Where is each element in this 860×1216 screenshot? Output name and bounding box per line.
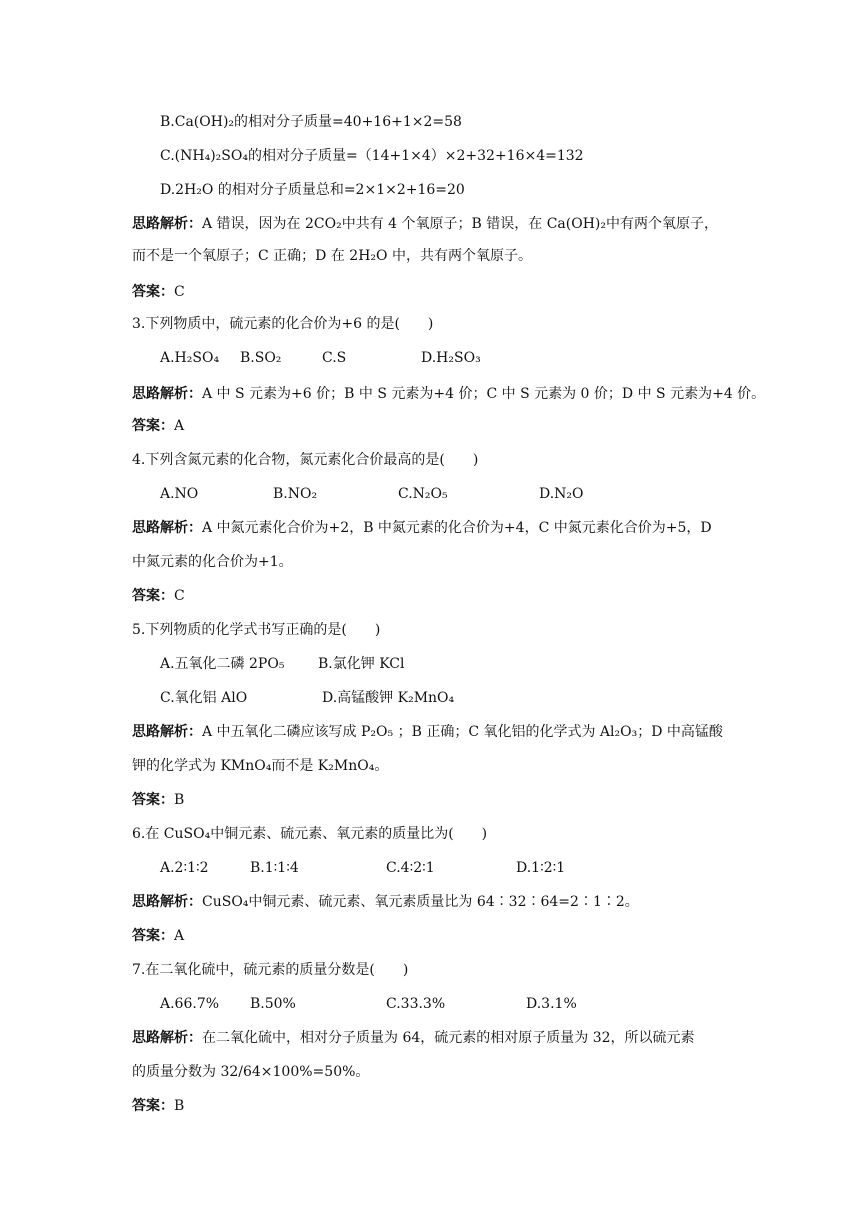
q4-analysis-text-1: A 中氮元素化合价为+2，B 中氮元素的化合价为+4，C 中氮元素化合价为+5，D	[202, 520, 712, 536]
q3-answer-value: A	[174, 418, 185, 434]
answer-label: 答案：	[132, 418, 174, 434]
q7-analysis-text-1: 在二氧化硫中，相对分子质量为 64，硫元素的相对原子质量为 32，所以硫元素	[202, 1030, 695, 1046]
q6-option-d: D.1∶2∶1	[516, 860, 566, 876]
q2-analysis-line-1	[132, 214, 718, 234]
q4-answer	[132, 586, 185, 606]
q5-option-b: B.氯化钾 KCl	[318, 656, 405, 672]
q6-analysis-text: CuSO₄中铜元素、硫元素、氧元素质量比为 64∶32∶64=2∶1∶2。	[202, 894, 639, 910]
q2-option-d: D.2H₂O 的相对分子质量总和=2×1×2+16=20	[160, 182, 465, 198]
q4-option-a: A.NO	[160, 486, 199, 502]
q4-option-c: C.N₂O₅	[398, 486, 448, 502]
q2-analysis-text-1: A 错误，因为在 2CO₂中共有 4 个氧原子；B 错误，在 Ca(OH)₂中有两个氧原子，	[202, 216, 718, 232]
q6-stem: 6.在 CuSO₄中铜元素、硫元素、氧元素的质量比为( )	[132, 826, 488, 842]
q6-analysis	[132, 892, 639, 912]
q3-stem: 3.下列物质中，硫元素的化合价为+6 的是( )	[132, 316, 434, 332]
q2-analysis-line-2: 而不是一个氧原子；C 正确；D 在 2H₂O 中，共有两个氧原子。	[132, 248, 532, 264]
analysis-label: 思路解析：	[132, 894, 202, 910]
analysis-label: 思路解析：	[132, 386, 202, 402]
q2-option-b: B.Ca(OH)₂的相对分子质量=40+16+1×2=58	[160, 114, 462, 130]
q7-answer	[132, 1096, 184, 1116]
q2-answer	[132, 282, 185, 302]
q6-answer	[132, 926, 184, 946]
q7-option-c: C.33.3%	[386, 996, 446, 1012]
q4-analysis-line-1	[132, 518, 712, 538]
q5-analysis-line-1	[132, 722, 723, 742]
q7-analysis-line-1	[132, 1028, 695, 1048]
q7-option-a: A.66.7%	[160, 996, 220, 1012]
q3-option-b: B.SO₂	[240, 350, 282, 366]
q7-option-b: B.50%	[250, 996, 296, 1012]
q6-option-b: B.1∶1∶4	[250, 860, 299, 876]
q5-stem: 5.下列物质的化学式书写正确的是( )	[132, 622, 381, 638]
q4-answer-value: C	[174, 588, 185, 604]
answer-label: 答案：	[132, 792, 174, 808]
q5-analysis-text-1: A 中五氧化二磷应该写成 P₂O₅ ；B 正确；C 氧化铝的化学式为 Al₂O₃；D 中高锰酸	[202, 724, 723, 740]
q3-answer	[132, 416, 184, 436]
answer-label: 答案：	[132, 284, 174, 300]
q4-option-b: B.NO₂	[273, 486, 318, 502]
q3-analysis-text: A 中 S 元素为+6 价；B 中 S 元素为+4 价；C 中 S 元素为 0 价；D 中 S 元素为+4 价。	[202, 386, 766, 402]
q3-option-c: C.S	[322, 350, 347, 366]
q5-option-c: C.氧化铝 AlO	[160, 690, 248, 706]
answer-label: 答案：	[132, 1098, 174, 1114]
q7-analysis-line-2: 的质量分数为 32/64×100%=50%。	[132, 1064, 370, 1080]
q6-option-c: C.4∶2∶1	[386, 860, 435, 876]
q5-option-a: A.五氧化二磷 2PO₅	[160, 656, 285, 672]
q4-analysis-line-2: 中氮元素的化合价为+1。	[132, 554, 293, 570]
q4-option-d: D.N₂O	[539, 486, 584, 502]
q7-stem: 7.在二氧化硫中，硫元素的质量分数是( )	[132, 962, 409, 978]
q5-answer	[132, 790, 184, 810]
q5-analysis-line-2: 钾的化学式为 KMnO₄而不是 K₂MnO₄。	[132, 758, 389, 774]
q3-analysis	[132, 384, 765, 404]
q6-option-a: A.2∶1∶2	[160, 860, 209, 876]
q6-answer-value: A	[174, 928, 185, 944]
analysis-label: 思路解析：	[132, 724, 202, 740]
analysis-label: 思路解析：	[132, 520, 202, 536]
q5-option-d: D.高锰酸钾 K₂MnO₄	[322, 690, 455, 706]
answer-label: 答案：	[132, 928, 174, 944]
analysis-label: 思路解析：	[132, 1030, 202, 1046]
q4-stem: 4.下列含氮元素的化合物，氮元素化合价最高的是( )	[132, 452, 479, 468]
q3-option-d: D.H₂SO₃	[421, 350, 481, 366]
q2-option-c: C.(NH₄)₂SO₄的相对分子质量=（14+1×4）×2+32+16×4=132	[160, 148, 584, 164]
analysis-label: 思路解析：	[132, 216, 202, 232]
answer-label: 答案：	[132, 588, 174, 604]
q2-answer-value: C	[174, 284, 185, 300]
q3-option-a: A.H₂SO₄	[160, 350, 220, 366]
q7-answer-value: B	[174, 1098, 185, 1114]
q7-option-d: D.3.1%	[526, 996, 577, 1012]
q5-answer-value: B	[174, 792, 185, 808]
